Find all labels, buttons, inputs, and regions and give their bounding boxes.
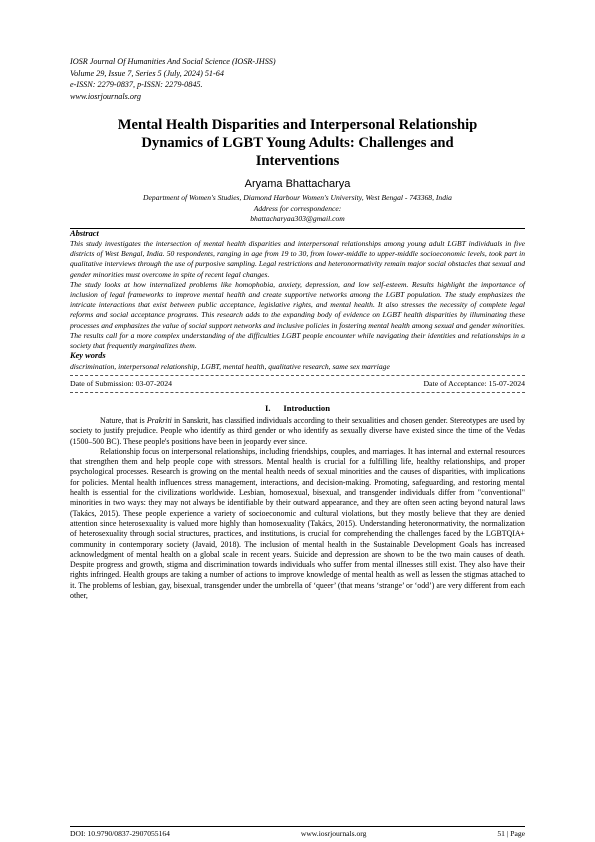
author-email[interactable]: bhattacharyaa303@gmail.com bbox=[250, 214, 345, 223]
page-number: 51 | Page bbox=[497, 829, 525, 838]
keywords-heading: Key words bbox=[70, 351, 106, 361]
affiliation-text: Department of Women's Studies, Diamond Harbour Women's University, West Bengal - 743368, India bbox=[143, 193, 452, 202]
paragraph-text: Nature, that is bbox=[100, 415, 147, 425]
dashed-divider bbox=[70, 392, 525, 393]
paper-page bbox=[70, 56, 525, 601]
acceptance-date: Date of Acceptance: 15-07-2024 bbox=[423, 378, 525, 388]
abstract-heading: Abstract bbox=[70, 228, 99, 238]
volume-line: Volume 29, Issue 7, Series 5 (July, 2024) 51-64 bbox=[70, 68, 224, 78]
keywords-section bbox=[70, 351, 525, 372]
abstract-paragraph: The study looks at how internalized problems like homophobia, anxiety, depression, and low self-esteem. Results highlight the importance of inclusion of legal frameworks to improve mental health and create supportive networks among the LGBT population. The study emphasizes the intricate interactions that exist between public acceptance, legislative rights, and mental health. It also stresses the necessity of complete legal reforms and social acceptance programs. This research adds to the expanding body of evidence on LGBT health disparities by illuminating these processes and emphasizes the value of social support networks and inclusive policies in fostering mental health among sexual and gender minorities. The results call for a more complex understanding of the difficulties LGBT people encounter while navigating their identities and relationships in a society that frequently marginalizes them. bbox=[70, 279, 525, 351]
footer-rule bbox=[70, 826, 525, 827]
submission-date: Date of Submission: 03-07-2024 bbox=[70, 378, 173, 388]
body-paragraph bbox=[70, 416, 525, 447]
correspondence-label: Address for correspondence: bbox=[253, 203, 342, 213]
journal-header bbox=[70, 56, 525, 102]
italic-term: Prakriti bbox=[146, 415, 172, 425]
journal-website[interactable]: www.iosrjournals.org bbox=[70, 91, 141, 101]
abstract-paragraph: This study investigates the intersection of mental health disparities and interpersonal relationships among young adult LGBT individuals in five districts of West Bengal, India. 50 respondents, ranging in age from 19 to 30, from lower-middle to upper-middle socioeconomic levels, took part in qualitative interviews through the use of purposive sampling. Legal restrictions and heteronormativity remain major social obstacles that sexual and gender minorities must overcome in spite of recent legal changes. bbox=[70, 239, 525, 279]
author-name: Aryama Bhattacharya bbox=[244, 178, 351, 190]
paragraph-text: in Sanskrit, has classified individuals according to their sexualities and chosen gender. Stereotypes are used by society to justify prejudice. People who identify as third gender or who identify as sexually diverse have existed since the time of the Vedas (1500–500 BC). These people's positions have been in jeopardy ever since. bbox=[70, 415, 525, 446]
body-paragraph: Relationship focus on interpersonal relationships, including friendships, couples, and marriages. It has internal and external resources that strengthen them and help people cope with stressors. Mental health is crucial for a fulfilling life, healthy relationships, and proper psychological processes. Research is growing on the mental health needs of sexual minorities and the causes of disparities, with implications for policies. Mental health influences stress management, interactions, and decision-making. Promoting, safeguarding, and restoring mental health is essential for the civilizations worldwide. Lesbian, homosexual, bisexual, and transgender individuals differ from "conventional" minorities in two ways: they may not always be identifiable by their outward appearance, and they are often seen acting beyond natural laws (Takács, 2015). These people experience a variety of socioeconomic and cultural violations, but they mostly believe that they are denied attention since heterosexuality is valued more highly than homosexuality (Takács, 2015). Understanding heteronormativity, the normalization of heterosexuality through social structures, practices, and institutions, is crucial for comprehending the challenges faced by the LGBTQIA+ community in contemporary society (Javaid, 2018). The inclusion of mental health in the Sustainable Development Goals has increased acknowledgment of mental health on a global scale in recent years. Suicide and depression are shown to be the two main causes of death. Despite progress and growth, stigma and discrimination towards individuals who suffer from mental illnesses still exist. They also have their rights infringed. Health groups are taking a number of actions to improve knowledge of mental health as well as lessen the stigmas attached to it. The problems of lesbian, gay, bisexual, transgender under the umbrella of ‘queer’ (that means ‘strange’ or ‘odd’) are very different from each other, bbox=[70, 446, 525, 600]
introduction-heading: I. Introduction bbox=[264, 402, 331, 413]
footer-doi: DOI: 10.9790/0837-2907055164 bbox=[70, 829, 170, 838]
title-line: Mental Health Disparities and Interpersonal Relationship bbox=[117, 117, 478, 133]
dates-row bbox=[70, 379, 525, 389]
journal-name: IOSR Journal Of Humanities And Social Science (IOSR-JHSS) bbox=[70, 57, 276, 66]
author-affiliation bbox=[70, 193, 525, 225]
abstract-section bbox=[70, 229, 525, 352]
title-line: Dynamics of LGBT Young Adults: Challenges and bbox=[141, 135, 454, 151]
dashed-divider bbox=[70, 375, 525, 376]
paper-title bbox=[70, 116, 525, 170]
keywords-text: discrimination, interpersonal relationship, LGBT, mental health, qualitative research, same sex marriage bbox=[70, 361, 390, 371]
title-line: Interventions bbox=[255, 153, 340, 169]
footer-website[interactable]: www.iosrjournals.org bbox=[300, 829, 367, 838]
page-footer bbox=[70, 829, 525, 838]
issn-line: e-ISSN: 2279-0837, p-ISSN: 2279-0845. bbox=[70, 80, 203, 89]
